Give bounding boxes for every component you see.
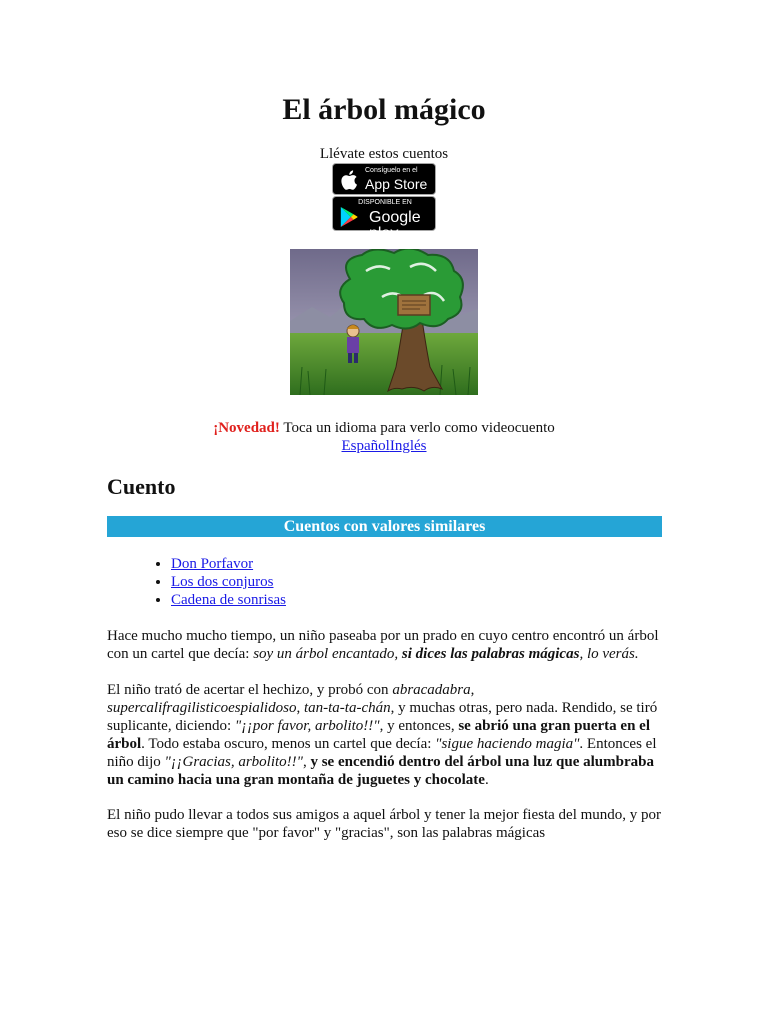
bold-run: se abrió una gran puerta en el árbol [107,718,650,752]
italic-run: abracadabra [392,682,471,698]
text-run: , [302,754,311,770]
list-item [171,591,286,609]
italic-run: "sigue haciendo magia" [435,736,580,752]
list-item [171,555,286,573]
language-link-es[interactable]: Español [341,438,390,454]
text-run: . Entonces el niño dijo [107,736,657,770]
novedad-text: Toca un idioma para verlo como videocuento [279,420,555,436]
list-item [171,573,286,591]
text-run: , y entonces, [379,718,459,734]
story-paragraph-3: El niño pudo llevar a todos sus amigos a aquel árbol y tener la mejor fiesta del mundo, y por eso se dice siempre que "por favor" y "gracias", son las palabras mágicas [107,807,662,841]
text-run: , [296,700,304,716]
section-title: Cuento [107,474,176,499]
similar-story-link[interactable]: Don Porfavor [171,556,254,572]
bold-italic-run: si dices las palabras mágicas [401,646,580,662]
text-run: . [484,772,489,788]
italic-run: , lo verás. [579,646,639,662]
text-run: , [470,682,475,698]
italic-run: "¡¡por favor, arbolito!!" [234,718,380,734]
app-store-big-text: App Store [365,176,428,192]
text-run: , y muchas otras, pero nada. Rendido, se tiró suplicante, diciendo: [107,700,658,734]
google-play-small-text: DISPONIBLE EN [358,199,412,206]
italic-run: soy un árbol encantado, [253,646,402,662]
page-title: El árbol mágico [282,93,486,126]
language-link-en[interactable]: Inglés [389,438,427,454]
text-run: Hace mucho mucho tiempo, un niño paseaba por un prado en cuyo centro encontró un árbol con un cartel que decía: [107,628,659,662]
similar-story-link[interactable]: Los dos conjuros [171,574,274,590]
similar-stories-heading: Cuentos con valores similares [107,516,662,537]
italic-run: "¡¡Gracias, arbolito!!" [164,754,303,770]
takeaway-text: Llévate estos cuentos [319,146,449,162]
novedad-line [0,419,768,437]
language-links [0,437,768,455]
story-paragraph-2 [107,681,662,789]
similar-stories-list [107,555,286,609]
similar-story-link[interactable]: Cadena de sonrisas [171,592,286,608]
story-paragraph-1 [107,627,662,663]
italic-run: supercalifragilisticoespialidoso [107,700,297,716]
text-run: . Todo estaba oscuro, menos un cartel que decía: [141,736,436,752]
novedad-label: ¡Novedad! [213,420,280,436]
app-store-small-text: Consíguelo en el [365,167,418,174]
bold-run: y se encendió dentro del árbol una luz que alumbraba un camino hacia una gran montaña de juguetes y chocolate [107,754,654,788]
italic-run: tan-ta-ta-chán [303,700,391,716]
app-store-badge[interactable] [332,163,436,195]
google-play-icon [339,206,359,228]
google-play-badge[interactable] [332,196,436,242]
apple-icon [339,168,361,192]
story-illustration [290,249,478,395]
google-play-big-text: Google play [369,209,421,242]
text-run: El niño trató de acertar el hechizo, y probó con [107,682,393,698]
